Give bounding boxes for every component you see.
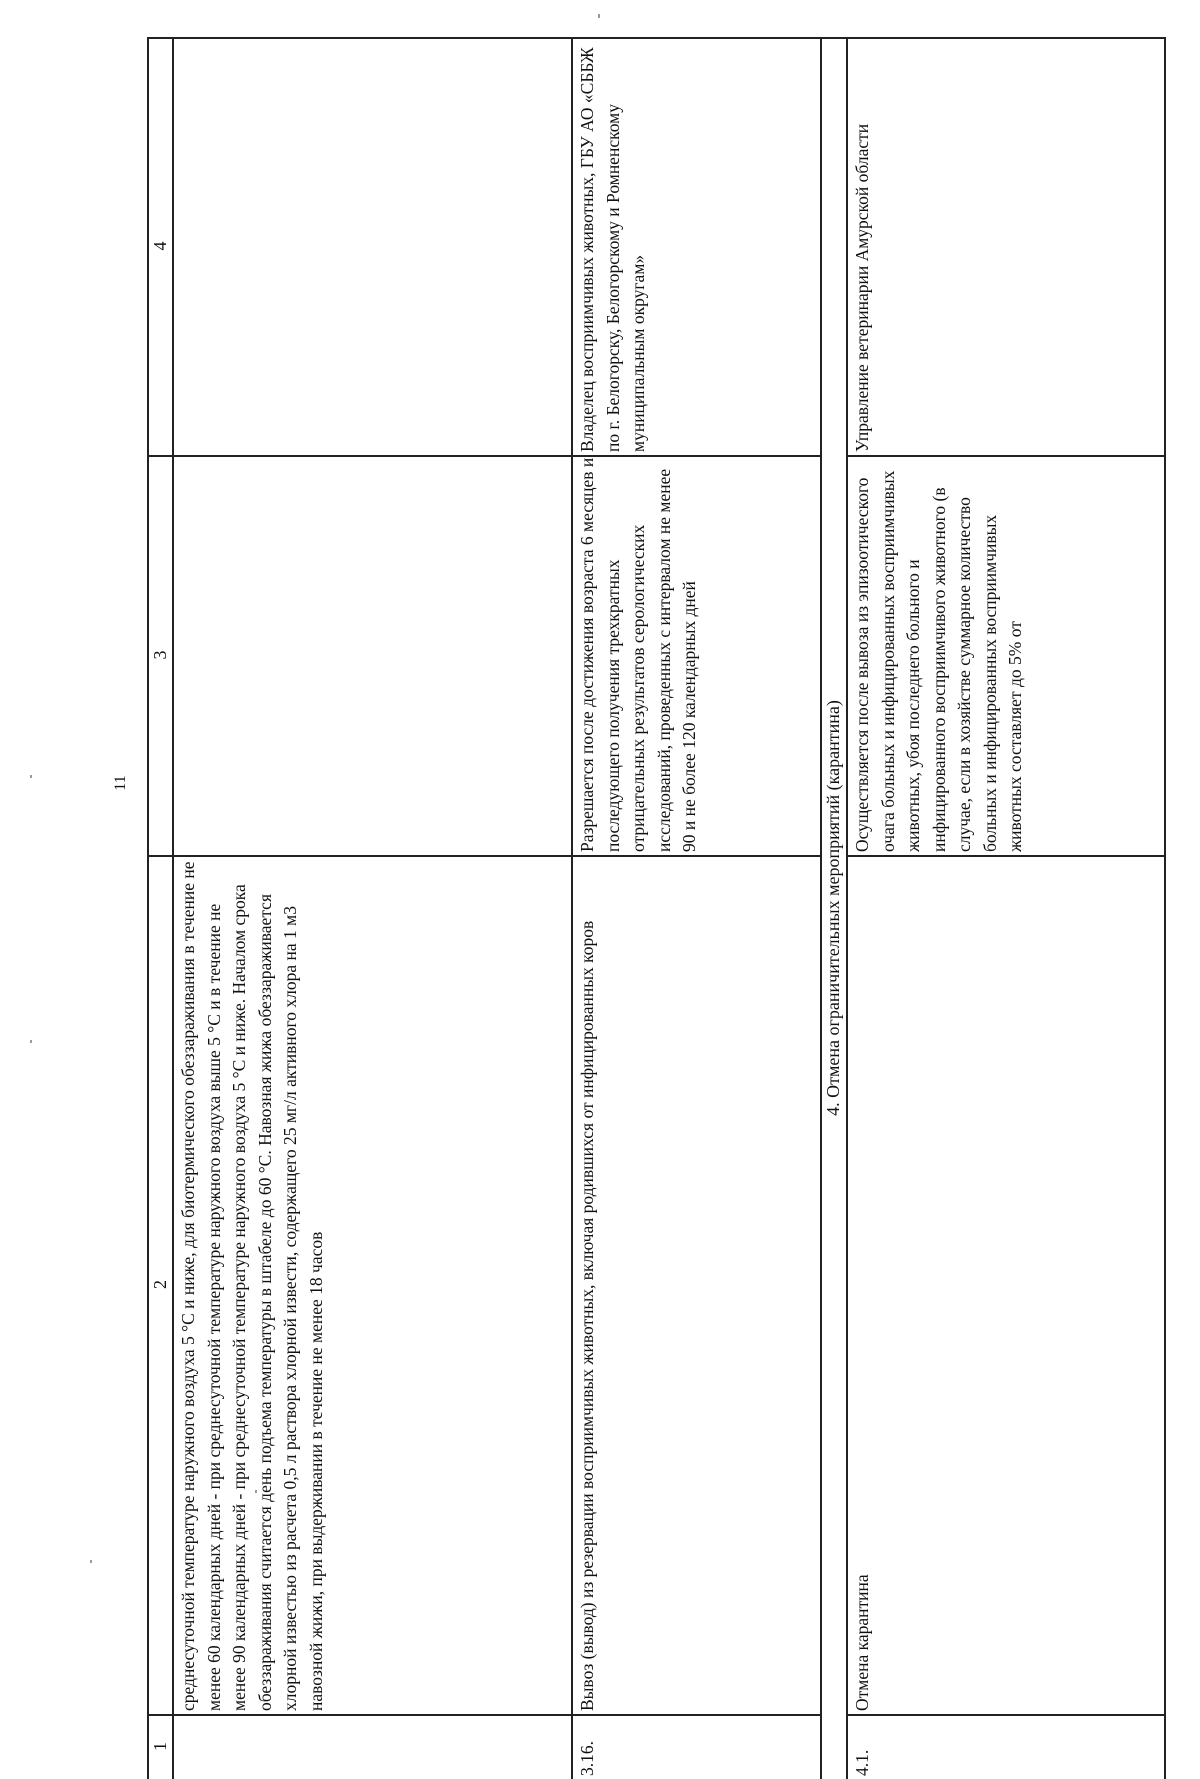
table-border-right (1164, 37, 1166, 1779)
scan-margin-speck (598, 14, 600, 18)
section-4-title: 4. Отмена ограничительных мероприятий (карантина) (823, 700, 843, 1116)
row-41-terms: Осуществляется после вывоза из эпизоотического очага больных и инфицированных восприимчивых животных, убоя последнего больного и инфицированного восприимчивого животного (в случае, если в хозяйстве суммарное количество больных и инфицированных восприимчивых животных составляет до 5% от (852, 470, 1025, 852)
column-divider-1-2 (147, 1714, 821, 1716)
row-316-responsible: Владелец восприимчивых животных, ГБУ АО «СББЖ по г. Белогорску, Белогорскому и Ромненскому муниципальным округам» (577, 47, 648, 452)
row-41-description: Отмена карантина (852, 1574, 872, 1711)
column-divider-2-3 (846, 855, 1166, 857)
row-316-terms: Разрешается после достижения возраста 6 месяцев и последующего получения трехкратных отрицательных результатов серологических исследований, проведенных с интервалом не менее 90 и не более 120 календарных дней (577, 457, 699, 852)
scan-margin-speck (90, 1560, 92, 1563)
row-continuation-col2: среднесуточной температуре наружного воздуха 5 °С и ниже, для биотермического обеззараживания в течение не менее 60 календарных дней - при среднесуточной температуре наружного воздуха выше 5 °С и в течение не менее 90 календарных дней - при среднесуточной температуре наружного воздуха 5 °С и ниже. Началом срока обеззараживания считается день подъема температуры в штабеле до 60 °С. Навозная жижа обеззараживается хлорной известью из расчета 0,5 л раствора хлорной извести, содержащего 25 мг/л активного хлора на 1 м3 навозной жижи, при выдерживании в течение не менее 18 часов (178, 861, 326, 1711)
row-41-responsible: Управление ветеринарии Амурской области (852, 123, 872, 452)
row-316-description: Вывоз (вывод) из резервации восприимчивых животных, включая родившихся от инфицированных коров (577, 920, 597, 1711)
table-border-left (147, 37, 149, 1779)
table-border-banner-right (846, 37, 848, 1779)
table-border-row-316 (571, 37, 573, 1779)
column-header-3: 3 (150, 650, 170, 660)
column-divider-2-3 (147, 855, 821, 857)
scan-margin-speck (30, 1040, 32, 1043)
row-41-number: 4.1. (852, 1749, 872, 1776)
page-number: 11 (112, 775, 129, 791)
column-header-1: 1 (150, 1742, 170, 1751)
column-header-2: 2 (150, 1280, 170, 1289)
column-header-4: 4 (150, 241, 170, 251)
table-border-banner-left (820, 37, 822, 1779)
scan-margin-speck (30, 775, 32, 778)
table-border-header-right (172, 37, 174, 1779)
column-divider-1-2 (846, 1714, 1166, 1716)
row-316-number: 3.16. (577, 1741, 597, 1776)
